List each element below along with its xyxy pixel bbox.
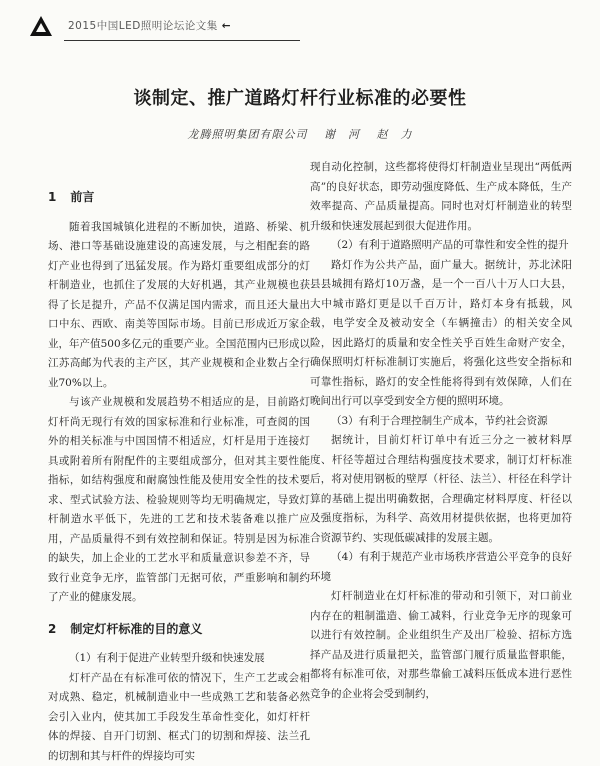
paper-title: 谈制定、推广道路灯杆行业标准的必要性 [0, 84, 600, 110]
left-column [48, 188, 310, 766]
subsection-2-2-heading: （2）有利于道路照明产品的可靠性和安全性的提升 [310, 236, 572, 256]
paragraph-2-3: 据统计，目前灯杆订单中有近三分之一被材料厚度、杆径等超过合理结构强度技术要求，制订灯杆标准后，将对使用钢板的壁厚（杆径、法兰）、杆径在科学计算的基础上提出明确数据，合理确定材料厚度、杆径以及强度指标，为科学、高效用材提供依据，也将更加符合资源节约、实现低碳减排的发展主题。 [310, 431, 572, 548]
header-rule [64, 40, 300, 41]
author-name-1: 谢 [324, 128, 336, 141]
paragraph-2-4: 灯杆制造业在灯杆标准的带动和引领下，对口前业内存在的粗制滥造、偷工减料，行业竞争无序的现象可以进行有效控制。企业组织生产及出厂检验、招标方选择产品及进行质量把关，监管部门履行质量监督职能，都将有标准可依，对那些靠偷工减料压低成本进行恶性竞争的企业将会受到制约， [310, 587, 572, 704]
right-column [310, 158, 572, 704]
author-name-4: 力 [401, 128, 413, 141]
arrow-icon: ← [222, 20, 231, 32]
paragraph-2-2: 路灯作为公共产品，面广量大。据统计，苏北沭阳县县城拥有路灯10万盏，是一个一百八十万人口大县，大中城市路灯更是以千百万计，路灯本身有抵载，风载，电学安全及被动安全（车辆撞击）的相关安全风险，因此路灯的质量和安全性关乎百姓生命财产安全，确保照明灯杆标准制订实施后，将强化这些安全指标和可靠性指标，路灯的安全性能将得到有效保障，人们在晚间出行可以享受到安全方便的照明环境。 [310, 256, 572, 412]
running-header [28, 14, 288, 36]
section-1-number: 1 [48, 190, 56, 204]
section-2-heading [48, 620, 310, 640]
subsection-2-4-heading: （4）有利于规范产业市场秩序营造公平竞争的良好环境 [310, 548, 572, 587]
authors-line [0, 126, 600, 142]
paragraph-2-1-cont: 现自动化控制，这些都将使得灯杆制造业呈现出“两低两高”的良好状态，即劳动强度降低、生产成本降低，生产效率提高、产品质量提高。同时也对灯杆制造业的转型升级和快速发展起到很大促进作用。 [310, 158, 572, 236]
subsection-2-1-heading: （1）有利于促进产业转型升级和快速发展 [48, 649, 310, 669]
paragraph-2-1: 灯杆产品在有标准可依的情况下，生产工艺或会相对成熟、稳定，机械制造业中一些成熟工艺和装备必然会引入业内，使其加工手段发生革命性变化，如灯杆杆体的焊接、自开门切割、框式门的切割和焊接、法兰孔的切割和其与杆件的焊接均可实 [48, 669, 310, 766]
author-name-2: 河 [348, 128, 360, 141]
journal-logo-icon [28, 14, 54, 38]
subsection-2-3-heading: （3）有利于合理控制生产成本，节约社会资源 [310, 412, 572, 432]
section-1-title: 前言 [70, 190, 94, 204]
paragraph-intro-2: 与该产业规模和发展趋势不相适应的是，目前路灯灯杆尚无现行有效的国家标准和行业标准，可查阅的国外的相关标准与中国国情不相适应，灯杆是用于连接灯具或附着所有附配件的主要组成部分，但对其主要性能指标，如结构强度和耐腐蚀性能及使用安全性的技术要求、型式试验方法、检验规则等均无明确规定，导致灯杆制造水平低下，先进的工艺和技术装备难以推广应用，产品质量得不到有效控制和保证。特别是因为标准的缺失，加上企业的工艺水平和质量意识参差不齐，导致行业竞争无序，监管部门无据可依，严重影响和制约了产业的健康发展。 [48, 393, 310, 608]
section-2-title: 制定灯杆标准的目的意义 [70, 622, 202, 636]
section-1-heading [48, 188, 310, 208]
section-2-number: 2 [48, 622, 56, 636]
paragraph-intro-1: 随着我国城镇化进程的不断加快，道路、桥梁、机场、港口等基础设施建设的高速发展，与之相配套的路灯产业也得到了迅猛发展。作为路灯重要组成部分的灯杆制造业，也抓住了发展的大好机遇，其产业规模也获得了长足提升，产品不仅满足国内需求，而且还大量出口中东、西欧、南美等国际市场。目前已形成近万家企业，年产值500多亿元的重要产业。全国范围内已形成以江苏高邮为代表的主产区，其产业规模和企业数占全行业70%以上。 [48, 218, 310, 394]
author-name-3: 赵 [377, 128, 389, 141]
journal-name: 2015中国LED照明论坛论文集 ← [68, 18, 231, 33]
author-company: 龙腾照明集团有限公司 [188, 128, 308, 141]
